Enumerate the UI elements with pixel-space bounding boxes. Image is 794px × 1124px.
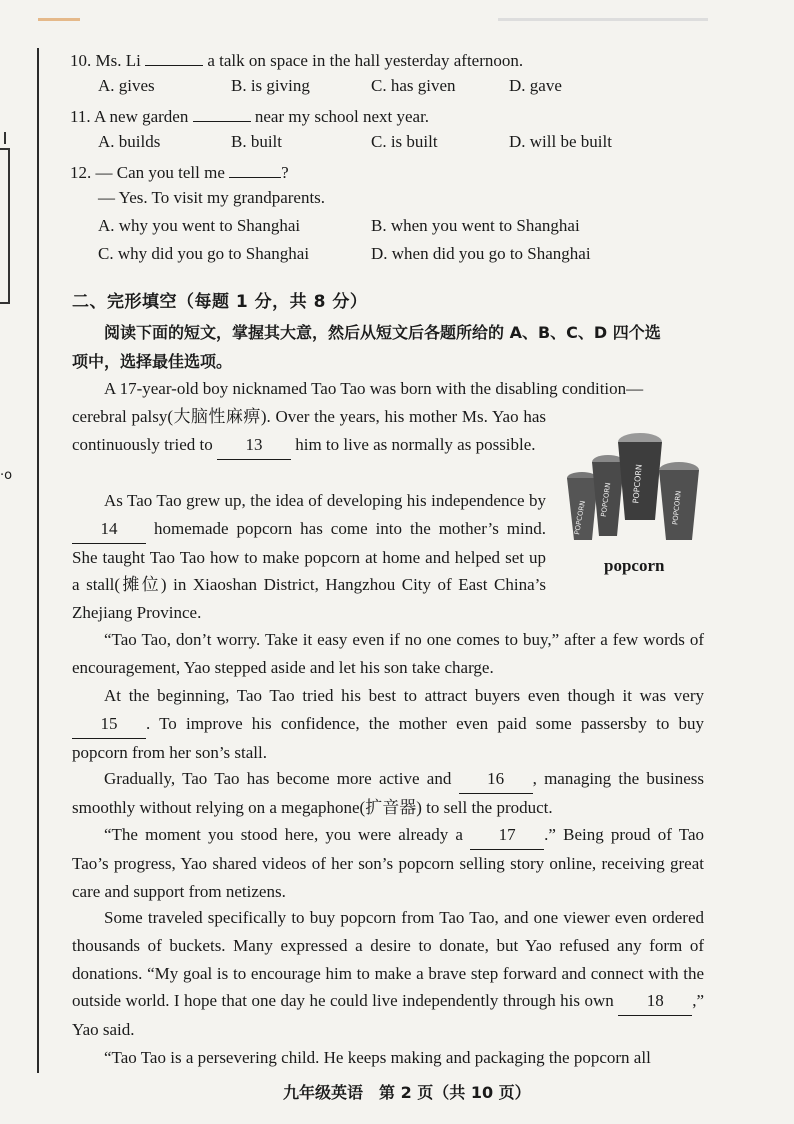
- blank-17: 17: [470, 821, 544, 850]
- passage-text: cerebral palsy(大脑性麻痹). Over the years, his mother Ms. Yao has continuously tried to: [72, 407, 546, 454]
- option-d: D. will be built: [509, 132, 612, 151]
- question-number: 11.: [70, 107, 91, 126]
- option-c: C. has given: [371, 76, 456, 95]
- option-a: A. builds: [98, 132, 161, 151]
- passage-paragraph-4: [72, 682, 704, 766]
- passage-text: him to live as normally as possible.: [295, 434, 536, 454]
- option-b: B. built: [231, 132, 283, 151]
- question-number: 10.: [70, 51, 92, 70]
- option-a: A. gives: [98, 76, 155, 95]
- option-d: D. when did you go to Shanghai: [371, 244, 591, 263]
- passage-text: “The moment you stood here, you were already a: [104, 825, 463, 844]
- blank-13: 13: [217, 431, 291, 460]
- instruction-line: 项中，选择最佳选项。: [72, 352, 233, 371]
- passage-paragraph-5: [72, 765, 704, 822]
- scan-artifact: [498, 18, 708, 21]
- passage-text: . To improve his confidence, the mother even paid some passersby to buy popcorn from her son’s stall.: [72, 713, 704, 762]
- image-caption: popcorn: [604, 556, 665, 575]
- passage-paragraph-8: “Tao Tao is a persevering child. He keeps making and packaging the popcorn all: [104, 1048, 651, 1067]
- passage-paragraph-7: [72, 904, 704, 1044]
- option-d: D. gave: [509, 76, 562, 95]
- svg-text:POPCORN: POPCORN: [631, 463, 644, 504]
- passage-text: ,” Yao said.: [72, 991, 705, 1040]
- popcorn-image: [562, 428, 702, 548]
- option-c: C. why did you go to Shanghai: [98, 244, 310, 263]
- passage-text: , managing the business smoothly without relying on a megaphone(扩音器) to sell the product.: [72, 769, 704, 817]
- popcorn-bucket: [659, 462, 699, 540]
- binding-margin-line: [37, 48, 39, 1073]
- option-b: B. when you went to Shanghai: [371, 216, 580, 235]
- question-text: A new garden: [93, 107, 189, 126]
- binding-tick: [4, 132, 6, 144]
- svg-text:POPCORN: POPCORN: [671, 490, 683, 526]
- question-text: a talk on space in the hall yesterday afternoon.: [207, 51, 524, 70]
- binding-mark: ·o: [0, 468, 13, 483]
- passage-text: At the beginning, Tao Tao tried his best to attract buyers even though it was very: [104, 686, 704, 705]
- popcorn-bucket: [592, 455, 624, 536]
- passage-paragraph-2: [72, 487, 546, 627]
- question-12-reply: — Yes. To visit my grandparents.: [98, 188, 326, 207]
- question-text: — Can you tell me: [95, 163, 225, 182]
- passage-paragraph-6: [72, 821, 704, 905]
- answer-blank: [145, 48, 203, 66]
- popcorn-bucket: [567, 472, 598, 540]
- answer-blank: [229, 160, 281, 178]
- scan-artifact: [38, 18, 80, 21]
- question-text: Ms. Li: [95, 51, 141, 70]
- passage-paragraph-3: “Tao Tao, don’t worry. Take it easy even if no one comes to buy,” after a few words of encouragement, Yao stepped aside and let his son take charge.: [72, 630, 704, 677]
- popcorn-bucket: [618, 433, 662, 520]
- passage-text: Some traveled specifically to buy popcorn from Tao Tao, and one viewer even ordered thousands of buckets. Many expressed a desire to donate, but Yao refused any form of donations. “My goal is to encourage him to make a brave step forward and connect with the outside world. I hope that one day he could live independently through his own: [72, 908, 704, 1011]
- instruction-line: 阅读下面的短文，掌握其大意，然后从短文后各题所给的 A、B、C、D 四个选: [104, 323, 661, 342]
- passage-text: .” Being proud of Tao Tao’s progress, Yao shared videos of her son’s popcorn selling story online, receiving great care and support from netizens.: [72, 825, 704, 901]
- blank-18: 18: [618, 987, 692, 1016]
- passage-paragraph-1-line1: A 17-year-old boy nicknamed Tao Tao was born with the disabling condition—: [104, 379, 644, 398]
- svg-text:POPCORN: POPCORN: [599, 482, 613, 518]
- question-number: 12.: [70, 163, 92, 182]
- binding-bracket: [0, 148, 10, 304]
- option-b: B. is giving: [231, 76, 310, 95]
- option-c: C. is built: [371, 132, 438, 151]
- passage-text: As Tao Tao grew up, the idea of developing his independence by: [104, 491, 546, 510]
- answer-blank: [193, 104, 251, 122]
- question-10: [70, 48, 523, 71]
- blank-15: 15: [72, 710, 146, 739]
- passage-text: homemade popcorn has come into the mother’s mind. She taught Tao Tao how to make popcorn at home and helped set up a stall(摊位) in Xiaoshan District, Hangzhou City of East China’s Zhejiang Province.: [72, 518, 546, 623]
- question-text: ?: [281, 163, 289, 182]
- passage-text: Gradually, Tao Tao has become more active and: [104, 769, 452, 788]
- page-footer: 九年级英语 第 2 页（共 10 页）: [283, 1083, 531, 1102]
- passage-paragraph-1: [72, 403, 546, 460]
- question-11: [70, 104, 429, 127]
- question-text: near my school next year.: [254, 107, 430, 126]
- blank-14: 14: [72, 515, 146, 544]
- question-12: [70, 160, 289, 183]
- blank-16: 16: [459, 765, 533, 794]
- option-a: A. why you went to Shanghai: [98, 216, 301, 235]
- svg-text:POPCORN: POPCORN: [573, 499, 587, 536]
- section-title: 二、完形填空（每题 1 分，共 8 分）: [72, 292, 368, 312]
